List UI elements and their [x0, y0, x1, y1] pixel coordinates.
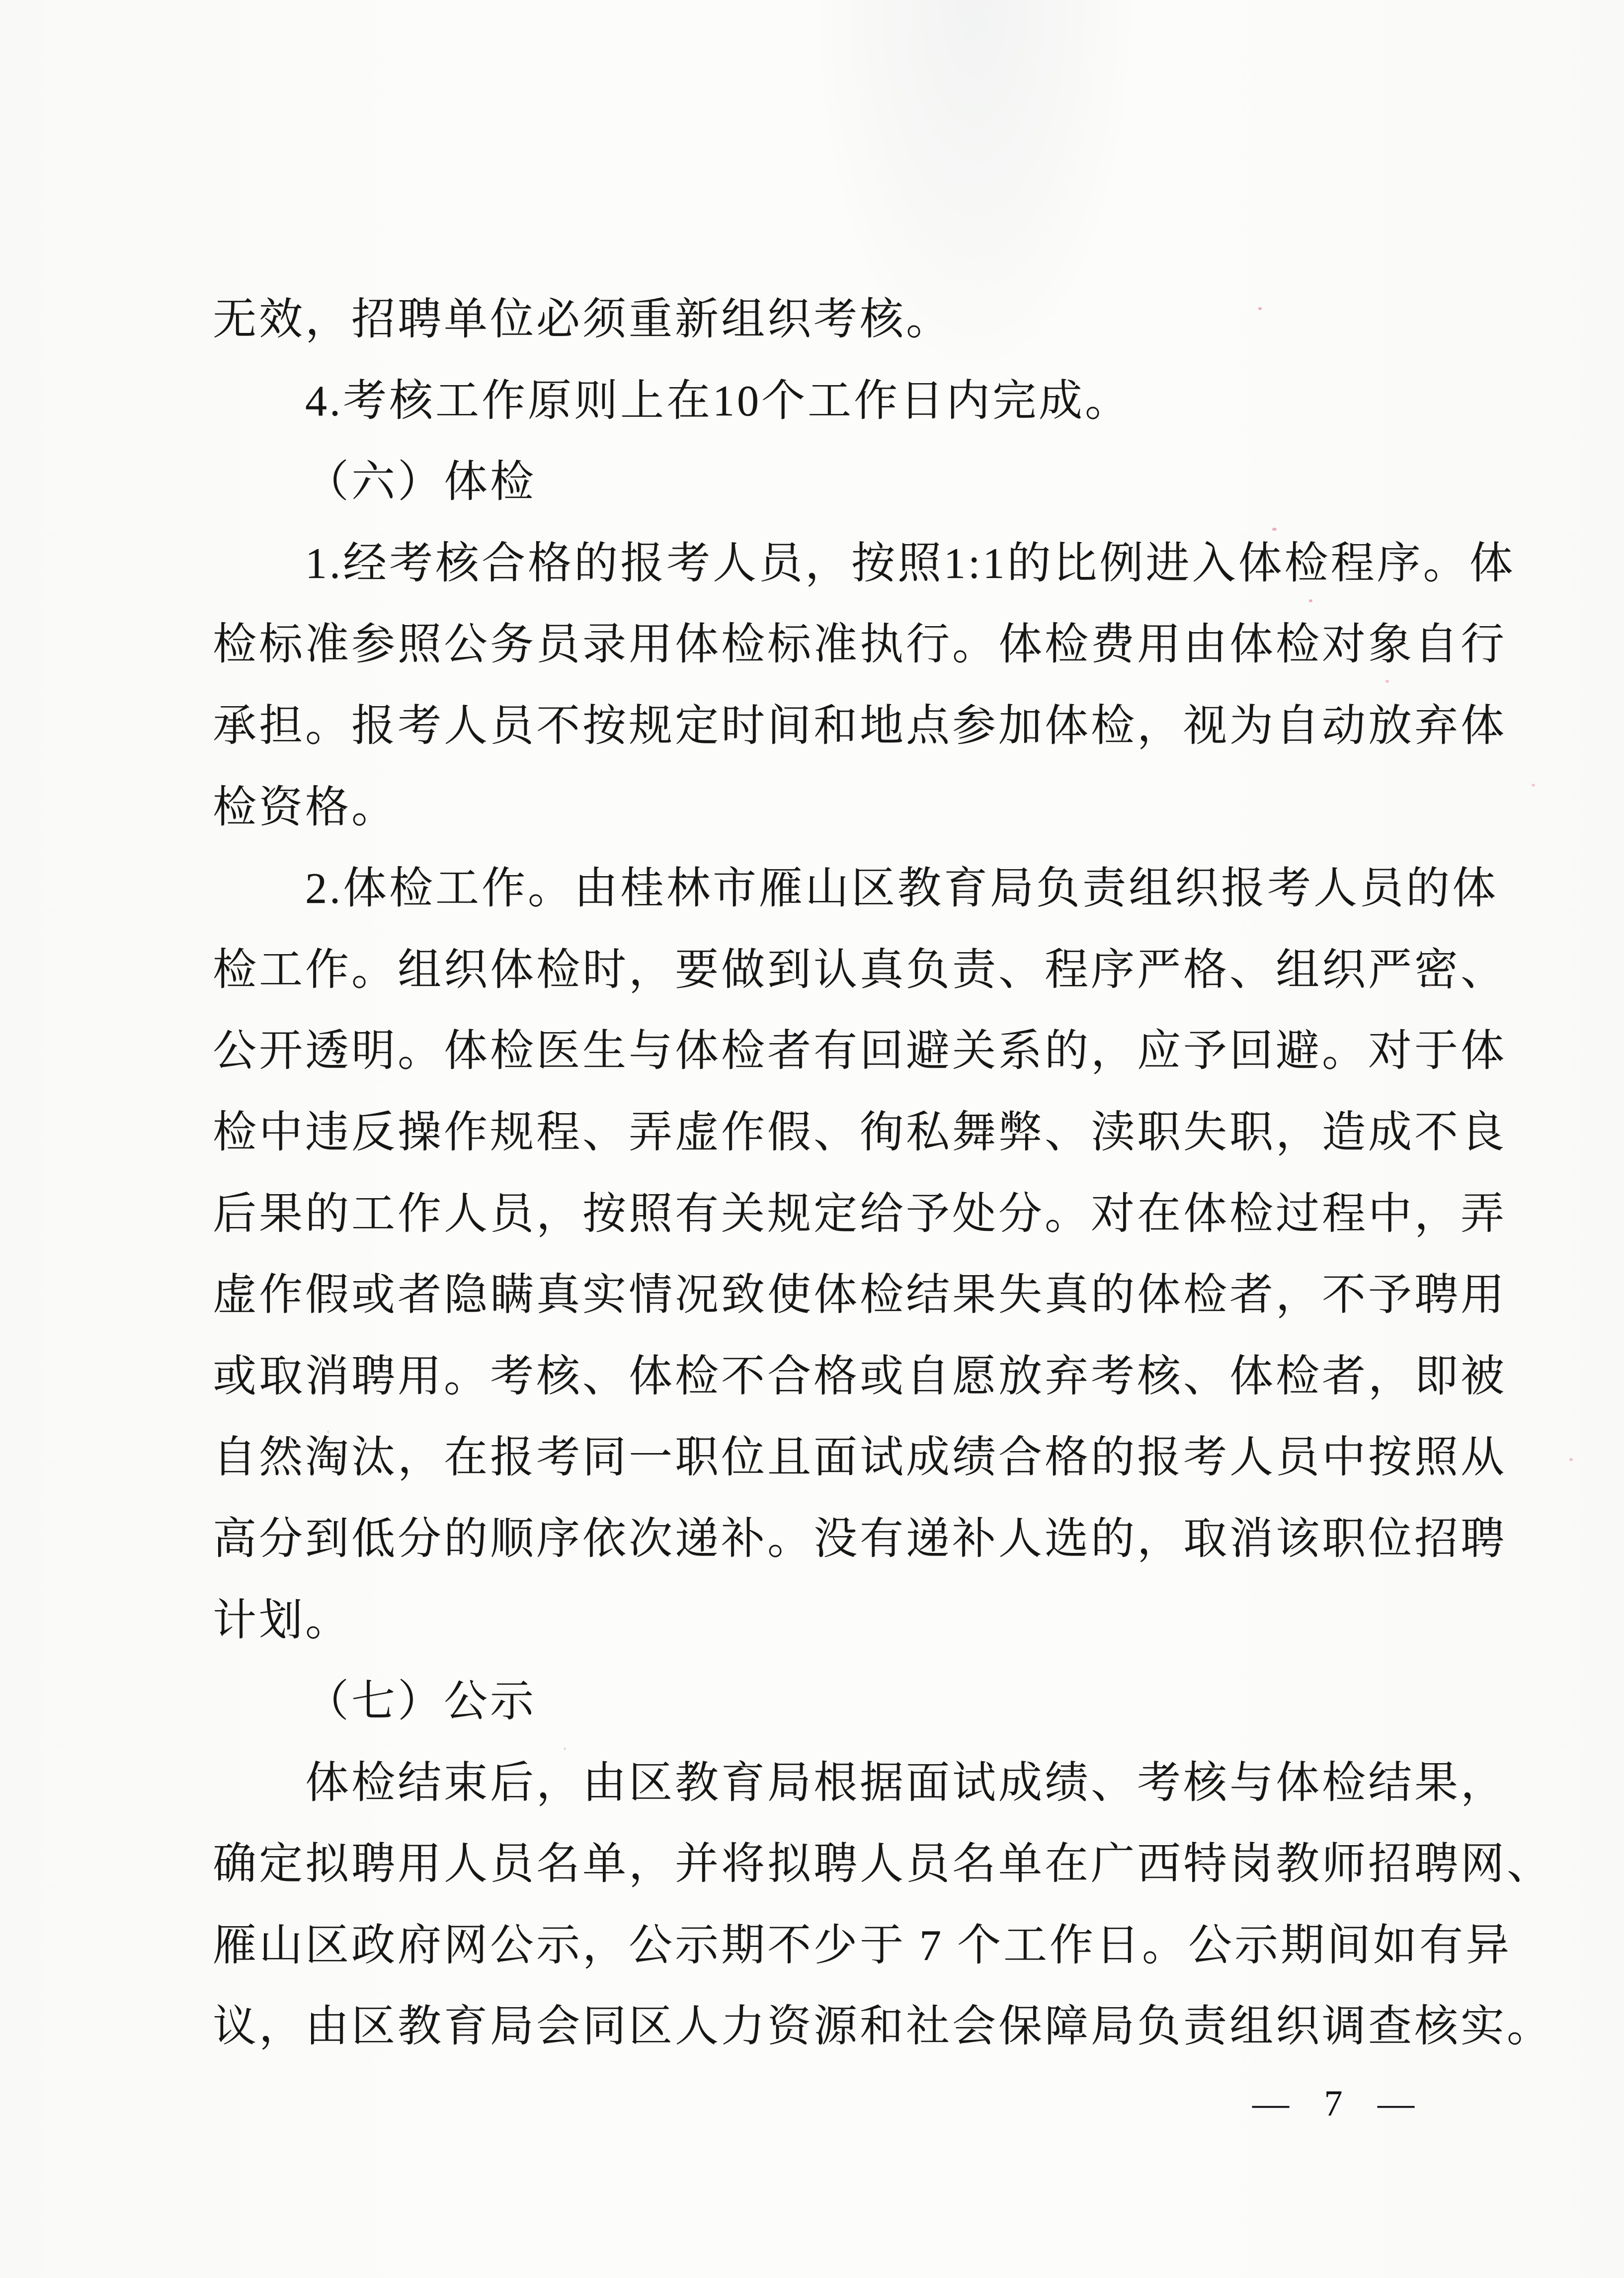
text-line: 承担。报考人员不按规定时间和地点参加体检，视为自动放弃体	[213, 702, 1507, 750]
text-line: 无效，招聘单位必须重新组织考核。	[213, 296, 953, 344]
text-line: 后果的工作人员，按照有关规定给予处分。对在体检过程中，弄	[213, 1190, 1507, 1238]
text-line: 确定拟聘用人员名单，并将拟聘人员名单在广西特岗教师招聘网、	[213, 1840, 1553, 1889]
text-line: 公开透明。体检医生与体检者有回避关系的，应予回避。对于体	[213, 1027, 1507, 1076]
scan-speckle	[1272, 528, 1277, 531]
text-line section-heading: （七）公示	[305, 1678, 537, 1726]
document-body	[213, 279, 1553, 2068]
scan-speckle	[1532, 784, 1535, 787]
text-line: 检标准参照公务员录用体检标准执行。体检费用由体检对象自行	[213, 621, 1507, 669]
text-line: 1.经考核合格的报考人员，按照1:1的比例进入体检程序。体	[305, 539, 1516, 588]
text-line: 高分到低分的顺序依次递补。没有递补人选的，取消该职位招聘	[213, 1515, 1507, 1563]
text-line: 或取消聘用。考核、体检不合格或自愿放弃考核、体检者，即被	[213, 1352, 1507, 1401]
scan-speckle	[327, 1430, 329, 1433]
scan-speckle	[1258, 307, 1262, 310]
text-line: 检工作。组织体检时，要做到认真负责、程序严格、组织严密、	[213, 946, 1507, 994]
text-line: 计划。	[213, 1596, 352, 1645]
text-line: 雁山区政府网公示，公示期不少于 7 个工作日。公示期间如有异	[213, 1921, 1512, 1970]
text-line: 议，由区教育局会同区人力资源和社会保障局负责组织调查核实。	[213, 2003, 1553, 2051]
text-line: 2.体检工作。由桂林市雁山区教育局负责组织报考人员的体	[305, 865, 1499, 913]
scan-speckle	[1569, 1458, 1573, 1461]
text-line: 检资格。	[213, 783, 398, 832]
scan-speckle	[1428, 984, 1432, 987]
text-line: 自然淘汰，在报考同一职位且面试成绩合格的报考人员中按照从	[213, 1434, 1507, 1482]
text-line: 检中违反操作规程、弄虚作假、徇私舞弊、渎职失职，造成不良	[213, 1108, 1507, 1157]
text-line: 体检结束后，由区教育局根据面试成绩、考核与体检结果，	[305, 1759, 1507, 1807]
text-line: 4.考核工作原则上在10个工作日内完成。	[305, 377, 1132, 425]
scan-speckle	[564, 1747, 566, 1750]
scan-speckle	[1385, 680, 1389, 683]
text-line section-heading: （六）体检	[305, 458, 537, 507]
text-line: 虚作假或者隐瞒真实情况致使体检结果失真的体检者，不予聘用	[213, 1271, 1507, 1320]
scan-speckle	[1309, 599, 1312, 602]
page-number: — 7 —	[1252, 2083, 1415, 2124]
